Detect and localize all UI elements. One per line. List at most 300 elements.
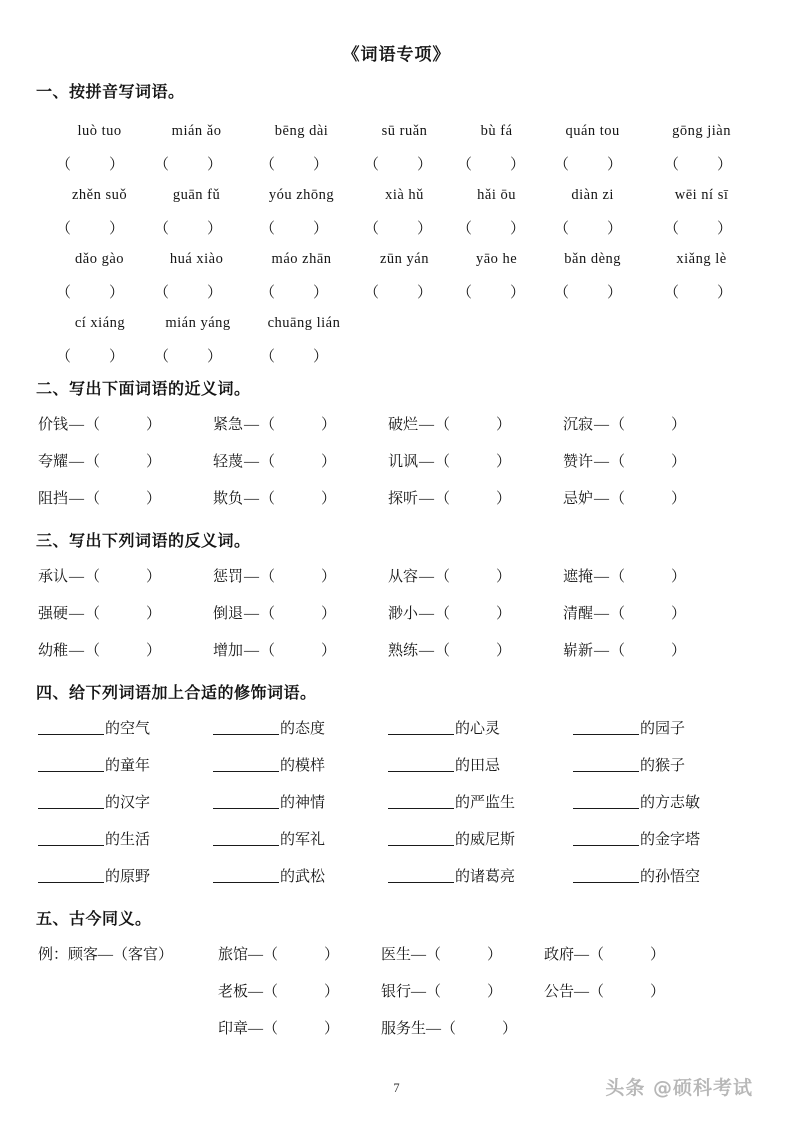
- left-paren: （: [363, 285, 379, 301]
- left-paren: （: [363, 157, 379, 173]
- right-paren: ）: [417, 221, 433, 237]
- write-blank[interactable]: [573, 865, 639, 883]
- word-prompt: 公告: [544, 984, 575, 1000]
- watermark: 头条 @硕科考试: [605, 1077, 753, 1099]
- left-paren: （: [456, 221, 472, 237]
- answer-blank-row: [36, 140, 757, 174]
- modifier-noun: 的原野: [105, 869, 151, 885]
- dash: —: [244, 569, 260, 585]
- dash: —: [419, 606, 435, 622]
- dash: —: [594, 643, 610, 659]
- pinyin-group: zūn yán: [380, 251, 429, 267]
- left-paren: （: [259, 157, 275, 173]
- word-item[interactable]: [388, 407, 563, 444]
- write-blank[interactable]: [573, 717, 639, 735]
- dash: —: [248, 984, 264, 1000]
- right-paren: ）: [417, 285, 433, 301]
- left-paren: （: [456, 157, 472, 173]
- write-blank[interactable]: [213, 828, 279, 846]
- pinyin-group: máo zhān: [271, 251, 332, 267]
- write-blank[interactable]: [573, 791, 639, 809]
- right-paren: ）: [496, 491, 512, 507]
- word-prompt: 渺小: [388, 606, 419, 622]
- answer-blank[interactable]: [240, 153, 348, 174]
- section-5-body: [36, 937, 757, 1048]
- pinyin-row: [36, 110, 757, 140]
- modifier-noun: 的汉字: [105, 795, 151, 811]
- modifier-item[interactable]: [573, 748, 748, 785]
- modifier-noun: 的孙悟空: [640, 869, 701, 885]
- modifier-item[interactable]: [573, 859, 748, 896]
- word-item[interactable]: [38, 633, 213, 670]
- right-paren: ）: [496, 606, 512, 622]
- modifier-noun: 的生活: [105, 832, 151, 848]
- right-paren: ）: [207, 157, 223, 173]
- word-prompt: 强硬: [38, 606, 69, 622]
- write-blank[interactable]: [38, 865, 104, 883]
- left-paren: （: [426, 947, 442, 963]
- right-paren: ）: [487, 984, 503, 1000]
- word-prompt: 银行: [381, 984, 412, 1000]
- modifier-item[interactable]: [573, 785, 748, 822]
- right-paren: ）: [324, 984, 340, 1000]
- modifier-noun: 的模样: [280, 758, 326, 774]
- section-1-body: [36, 110, 757, 366]
- pinyin-group: bǎn dèng: [564, 251, 622, 267]
- right-paren: ）: [671, 417, 687, 433]
- word-prompt: 忌妒: [563, 491, 594, 507]
- write-blank[interactable]: [213, 754, 279, 772]
- answer-blank[interactable]: [240, 281, 348, 302]
- write-blank[interactable]: [38, 791, 104, 809]
- dash: —: [69, 643, 85, 659]
- modifier-noun: 的心灵: [455, 721, 501, 737]
- answer-blank[interactable]: [448, 281, 534, 302]
- pinyin-group: zhěn suǒ: [71, 187, 128, 203]
- modifier-item[interactable]: [213, 859, 388, 896]
- modifier-item[interactable]: [573, 711, 748, 748]
- dash: —: [244, 417, 260, 433]
- word-prompt: 讥讽: [388, 454, 419, 470]
- word-prompt: 清醒: [563, 606, 594, 622]
- left-paren: （: [153, 285, 169, 301]
- modifier-item[interactable]: [213, 785, 388, 822]
- word-prompt: 幼稚: [38, 643, 69, 659]
- modifier-noun: 的武松: [280, 869, 326, 885]
- right-paren: ）: [109, 349, 125, 365]
- right-paren: ）: [717, 221, 733, 237]
- dash: —: [244, 606, 260, 622]
- dash: —: [69, 606, 85, 622]
- example-label: 例：顾客—（客官）: [38, 947, 174, 963]
- right-paren: ）: [324, 1021, 340, 1037]
- word-item[interactable]: [213, 633, 388, 670]
- word-item[interactable]: [388, 559, 563, 596]
- answer-blank[interactable]: [642, 217, 754, 238]
- pinyin-group: bù fá: [480, 123, 513, 139]
- word-item[interactable]: [213, 559, 388, 596]
- answer-blank[interactable]: [348, 153, 448, 174]
- left-paren: （: [610, 417, 626, 433]
- write-blank[interactable]: [213, 865, 279, 883]
- write-blank[interactable]: [213, 791, 279, 809]
- pinyin-group: wēi ní sī: [674, 187, 729, 203]
- write-blank[interactable]: [388, 791, 454, 809]
- dash: —: [411, 947, 427, 963]
- answer-blank[interactable]: [348, 217, 448, 238]
- right-paren: ）: [510, 221, 526, 237]
- left-paren: （: [259, 285, 275, 301]
- right-paren: ）: [207, 285, 223, 301]
- modifier-item[interactable]: [38, 748, 213, 785]
- answer-blank[interactable]: [136, 345, 240, 366]
- left-paren: （: [85, 569, 101, 585]
- word-prompt: 熟练: [388, 643, 419, 659]
- modifier-item[interactable]: [388, 785, 573, 822]
- word-item[interactable]: [388, 633, 563, 670]
- right-paren: ）: [487, 947, 503, 963]
- word-prompt: 旅馆: [218, 947, 249, 963]
- left-paren: （: [663, 157, 679, 173]
- right-paren: ）: [671, 491, 687, 507]
- left-paren: （: [263, 984, 279, 1000]
- right-paren: ）: [607, 221, 623, 237]
- modifier-item[interactable]: [213, 748, 388, 785]
- page-number: 7: [393, 1081, 400, 1095]
- answer-blank[interactable]: [534, 217, 642, 238]
- left-paren: （: [589, 984, 605, 1000]
- word-item[interactable]: [563, 444, 738, 481]
- right-paren: ）: [496, 569, 512, 585]
- right-paren: ）: [671, 643, 687, 659]
- right-paren: ）: [650, 947, 666, 963]
- left-paren: （: [363, 221, 379, 237]
- right-paren: ）: [671, 606, 687, 622]
- dash: —: [248, 1021, 264, 1037]
- answer-blank[interactable]: [44, 281, 136, 302]
- left-paren: （: [55, 157, 71, 173]
- right-paren: ）: [146, 417, 162, 433]
- modifier-item[interactable]: [213, 822, 388, 859]
- left-paren: （: [259, 221, 275, 237]
- right-paren: ）: [717, 285, 733, 301]
- left-paren: （: [663, 221, 679, 237]
- modifier-noun: 的方志敏: [640, 795, 701, 811]
- dash: —: [594, 569, 610, 585]
- right-paren: ）: [324, 947, 340, 963]
- word-item[interactable]: [38, 559, 213, 596]
- right-paren: ）: [313, 221, 329, 237]
- word-item[interactable]: [213, 444, 388, 481]
- dash: —: [69, 454, 85, 470]
- pinyin-group: sū ruǎn: [381, 123, 428, 139]
- word-item[interactable]: [563, 407, 738, 444]
- answer-blank-row: [36, 204, 757, 238]
- pinyin-group: yóu zhōng: [268, 187, 335, 203]
- dash: —: [69, 569, 85, 585]
- modifier-item[interactable]: [38, 822, 213, 859]
- modifier-noun: 的态度: [280, 721, 326, 737]
- right-paren: ）: [502, 1021, 518, 1037]
- ancient-modern-item[interactable]: [381, 974, 544, 1011]
- word-prompt: 夸耀: [38, 454, 69, 470]
- left-paren: （: [426, 984, 442, 1000]
- write-blank[interactable]: [38, 754, 104, 772]
- modifier-noun: 的空气: [105, 721, 151, 737]
- left-paren: （: [610, 606, 626, 622]
- dash: —: [594, 454, 610, 470]
- pinyin-group: hǎi ōu: [477, 187, 517, 203]
- word-prompt: 政府: [544, 947, 575, 963]
- word-item[interactable]: [388, 481, 563, 518]
- right-paren: ）: [417, 157, 433, 173]
- write-blank[interactable]: [388, 865, 454, 883]
- word-prompt: 探听: [388, 491, 419, 507]
- section-heading-4: 四、给下列词语加上合适的修饰词语。: [36, 683, 317, 702]
- answer-blank[interactable]: [448, 217, 534, 238]
- write-blank[interactable]: [213, 717, 279, 735]
- section-heading-3: 三、写出下列词语的反义词。: [36, 531, 251, 550]
- answer-blank[interactable]: [136, 153, 240, 174]
- right-paren: ）: [207, 221, 223, 237]
- right-paren: ）: [496, 643, 512, 659]
- modifier-noun: 的田忌: [455, 758, 501, 774]
- word-item[interactable]: [38, 481, 213, 518]
- write-blank[interactable]: [573, 828, 639, 846]
- word-item[interactable]: [563, 481, 738, 518]
- right-paren: ）: [321, 643, 337, 659]
- modifier-item[interactable]: [38, 785, 213, 822]
- word-prompt: 从容: [388, 569, 419, 585]
- word-item[interactable]: [388, 596, 563, 633]
- ancient-modern-item[interactable]: [381, 937, 544, 974]
- write-blank[interactable]: [573, 754, 639, 772]
- left-paren: （: [260, 417, 276, 433]
- modifier-item[interactable]: [38, 859, 213, 896]
- answer-blank[interactable]: [534, 153, 642, 174]
- write-blank[interactable]: [388, 828, 454, 846]
- dash: —: [419, 417, 435, 433]
- pinyin-group: dǎo gào: [75, 251, 125, 267]
- left-paren: （: [610, 643, 626, 659]
- right-paren: ）: [321, 491, 337, 507]
- right-paren: ）: [510, 157, 526, 173]
- right-paren: ）: [607, 157, 623, 173]
- pinyin-group: xiǎng lè: [676, 251, 727, 267]
- left-paren: （: [263, 947, 279, 963]
- right-paren: ）: [321, 417, 337, 433]
- left-paren: （: [435, 643, 451, 659]
- word-prompt: 紧急: [213, 417, 244, 433]
- pinyin-row: [36, 174, 757, 204]
- modifier-noun: 的威尼斯: [455, 832, 516, 848]
- dash: —: [419, 491, 435, 507]
- word-prompt: 老板: [218, 984, 249, 1000]
- right-paren: ）: [321, 606, 337, 622]
- dash: —: [574, 984, 590, 1000]
- answer-blank[interactable]: [240, 345, 348, 366]
- ancient-modern-item[interactable]: [218, 974, 381, 1011]
- section-heading-1: 一、按拼音写词语。: [36, 82, 185, 101]
- word-item[interactable]: [38, 444, 213, 481]
- ancient-modern-item[interactable]: [544, 974, 714, 1011]
- word-item[interactable]: [213, 596, 388, 633]
- dash: —: [69, 491, 85, 507]
- modifier-noun: 的金字塔: [640, 832, 701, 848]
- right-paren: ）: [313, 285, 329, 301]
- word-item[interactable]: [563, 559, 738, 596]
- modifier-noun: 的猴子: [640, 758, 686, 774]
- left-paren: （: [259, 349, 275, 365]
- dash: —: [244, 454, 260, 470]
- write-blank[interactable]: [38, 828, 104, 846]
- write-blank[interactable]: [388, 754, 454, 772]
- ancient-modern-item[interactable]: [544, 937, 714, 974]
- left-paren: （: [435, 417, 451, 433]
- pinyin-group: diàn zi: [571, 187, 614, 203]
- left-paren: （: [153, 221, 169, 237]
- section-4-body: [36, 711, 757, 896]
- left-paren: （: [153, 349, 169, 365]
- pinyin-group: mián ǎo: [171, 123, 222, 139]
- ancient-modern-item[interactable]: [218, 1011, 381, 1048]
- pinyin-group: luò tuo: [77, 123, 122, 139]
- ancient-modern-item[interactable]: [218, 937, 381, 974]
- left-paren: （: [553, 285, 569, 301]
- left-paren: （: [85, 491, 101, 507]
- word-item[interactable]: [213, 481, 388, 518]
- answer-blank[interactable]: [44, 345, 136, 366]
- word-prompt: 欺负: [213, 491, 244, 507]
- dash: —: [419, 454, 435, 470]
- dash: —: [69, 417, 85, 433]
- pinyin-group: bēng dài: [274, 123, 329, 139]
- word-prompt: 沉寂: [563, 417, 594, 433]
- right-paren: ）: [496, 417, 512, 433]
- pinyin-row: [36, 302, 757, 332]
- answer-blank[interactable]: [240, 217, 348, 238]
- answer-blank[interactable]: [136, 281, 240, 302]
- write-blank[interactable]: [38, 717, 104, 735]
- pinyin-group: mián yáng: [165, 315, 231, 331]
- write-blank[interactable]: [388, 717, 454, 735]
- right-paren: ）: [207, 349, 223, 365]
- left-paren: （: [55, 221, 71, 237]
- pinyin-row: [36, 238, 757, 268]
- right-paren: ）: [717, 157, 733, 173]
- dash: —: [244, 643, 260, 659]
- modifier-noun: 的神情: [280, 795, 326, 811]
- left-paren: （: [553, 221, 569, 237]
- word-item[interactable]: [213, 407, 388, 444]
- pinyin-group: guān fǔ: [172, 187, 221, 203]
- modifier-noun: 的园子: [640, 721, 686, 737]
- right-paren: ）: [313, 349, 329, 365]
- left-paren: （: [610, 569, 626, 585]
- answer-blank-row: [36, 332, 757, 366]
- right-paren: ）: [146, 454, 162, 470]
- right-paren: ）: [650, 984, 666, 1000]
- dash: —: [574, 947, 590, 963]
- modifier-item[interactable]: [573, 822, 748, 859]
- answer-blank[interactable]: [642, 281, 754, 302]
- answer-blank[interactable]: [534, 281, 642, 302]
- modifier-item[interactable]: [388, 748, 573, 785]
- dash: —: [594, 491, 610, 507]
- right-paren: ）: [510, 285, 526, 301]
- word-prompt: 承认: [38, 569, 69, 585]
- left-paren: （: [55, 285, 71, 301]
- word-item[interactable]: [563, 596, 738, 633]
- left-paren: （: [435, 606, 451, 622]
- answer-blank[interactable]: [642, 153, 754, 174]
- left-paren: （: [553, 157, 569, 173]
- right-paren: ）: [109, 285, 125, 301]
- answer-blank[interactable]: [348, 281, 448, 302]
- left-paren: （: [663, 285, 679, 301]
- left-paren: （: [85, 643, 101, 659]
- word-item[interactable]: [563, 633, 738, 670]
- left-paren: （: [85, 606, 101, 622]
- modifier-noun: 的军礼: [280, 832, 326, 848]
- word-item[interactable]: [38, 596, 213, 633]
- left-paren: （: [55, 349, 71, 365]
- modifier-noun: 的童年: [105, 758, 151, 774]
- right-paren: ）: [146, 643, 162, 659]
- right-paren: ）: [313, 157, 329, 173]
- pinyin-group: yāo he: [475, 251, 518, 267]
- word-prompt: 阻挡: [38, 491, 69, 507]
- pinyin-group: gōng jiàn: [672, 123, 731, 139]
- right-paren: ）: [109, 221, 125, 237]
- answer-blank[interactable]: [448, 153, 534, 174]
- section-3-body: [36, 559, 757, 670]
- answer-blank[interactable]: [136, 217, 240, 238]
- modifier-item[interactable]: [213, 711, 388, 748]
- modifier-item[interactable]: [388, 711, 573, 748]
- word-item[interactable]: [388, 444, 563, 481]
- left-paren: （: [610, 454, 626, 470]
- right-paren: ）: [146, 491, 162, 507]
- dash: —: [411, 984, 427, 1000]
- modifier-item[interactable]: [38, 711, 213, 748]
- right-paren: ）: [671, 569, 687, 585]
- right-paren: ）: [146, 606, 162, 622]
- word-prompt: 惩罚: [213, 569, 244, 585]
- section-2-body: [36, 407, 757, 518]
- dash: —: [419, 643, 435, 659]
- answer-blank[interactable]: [44, 153, 136, 174]
- word-prompt: 印章: [218, 1021, 249, 1037]
- dash: —: [594, 417, 610, 433]
- modifier-noun: 的诸葛亮: [455, 869, 516, 885]
- word-item[interactable]: [38, 407, 213, 444]
- word-prompt: 价钱: [38, 417, 69, 433]
- left-paren: （: [435, 569, 451, 585]
- modifier-item[interactable]: [388, 859, 573, 896]
- pinyin-group: cí xiáng: [74, 315, 126, 331]
- answer-blank[interactable]: [44, 217, 136, 238]
- right-paren: ）: [607, 285, 623, 301]
- modifier-item[interactable]: [388, 822, 573, 859]
- dash: —: [426, 1021, 442, 1037]
- right-paren: ）: [496, 454, 512, 470]
- right-paren: ）: [321, 569, 337, 585]
- left-paren: （: [153, 157, 169, 173]
- ancient-modern-item[interactable]: [381, 1011, 544, 1048]
- right-paren: ）: [109, 157, 125, 173]
- left-paren: （: [263, 1021, 279, 1037]
